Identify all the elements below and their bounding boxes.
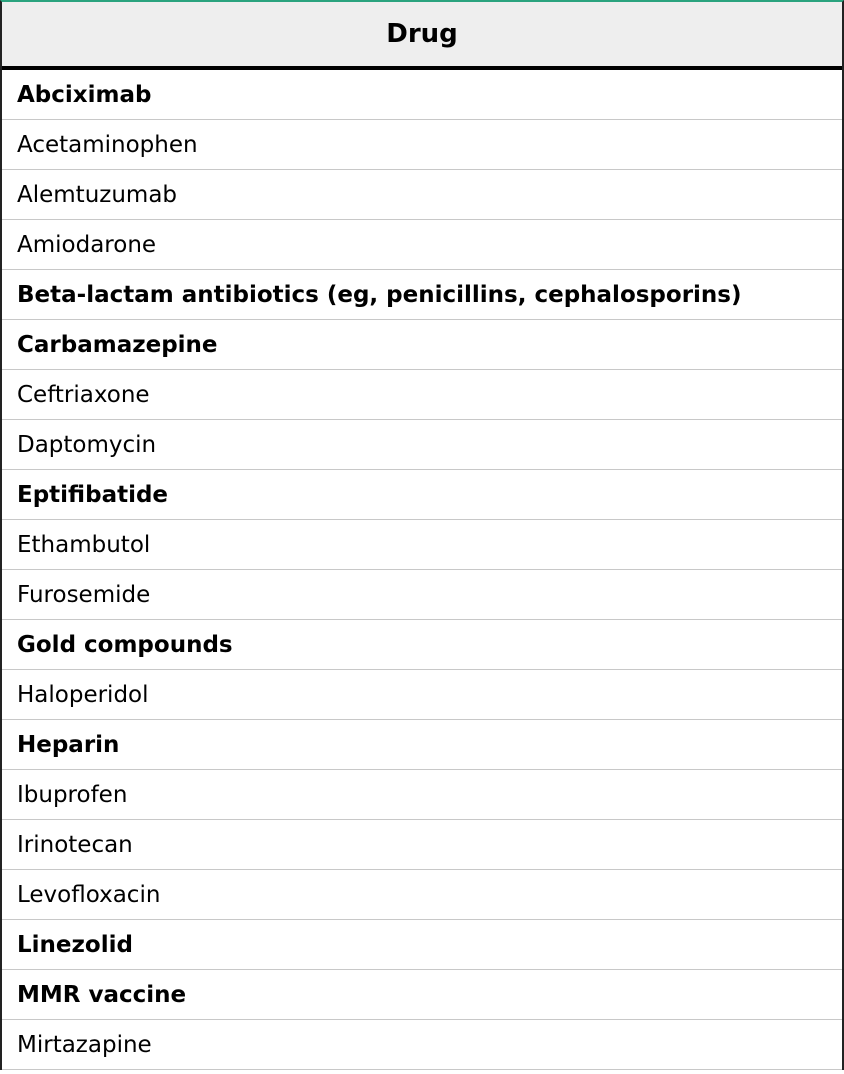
table-row: Heparin — [2, 720, 842, 770]
table-row: Haloperidol — [2, 670, 842, 720]
table-row: Linezolid — [2, 920, 842, 970]
table-row: Daptomycin — [2, 420, 842, 470]
table-row: Alemtuzumab — [2, 170, 842, 220]
table-row: Ceftriaxone — [2, 370, 842, 420]
table-row: Ethambutol — [2, 520, 842, 570]
table-row: Levofloxacin — [2, 870, 842, 920]
table-header-drug: Drug — [2, 2, 842, 70]
table-row: Mirtazapine — [2, 1020, 842, 1070]
table-row: Ibuprofen — [2, 770, 842, 820]
table-row: Acetaminophen — [2, 120, 842, 170]
table-row: Gold compounds — [2, 620, 842, 670]
table-row: Amiodarone — [2, 220, 842, 270]
table-row: Abciximab — [2, 70, 842, 120]
table-row: Irinotecan — [2, 820, 842, 870]
table-body — [2, 70, 842, 1070]
table-row: MMR vaccine — [2, 970, 842, 1020]
table-row: Eptifibatide — [2, 470, 842, 520]
table-row: Beta-lactam antibiotics (eg, penicillins, cephalosporins) — [2, 270, 842, 320]
table-row: Carbamazepine — [2, 320, 842, 370]
table-row: Furosemide — [2, 570, 842, 620]
